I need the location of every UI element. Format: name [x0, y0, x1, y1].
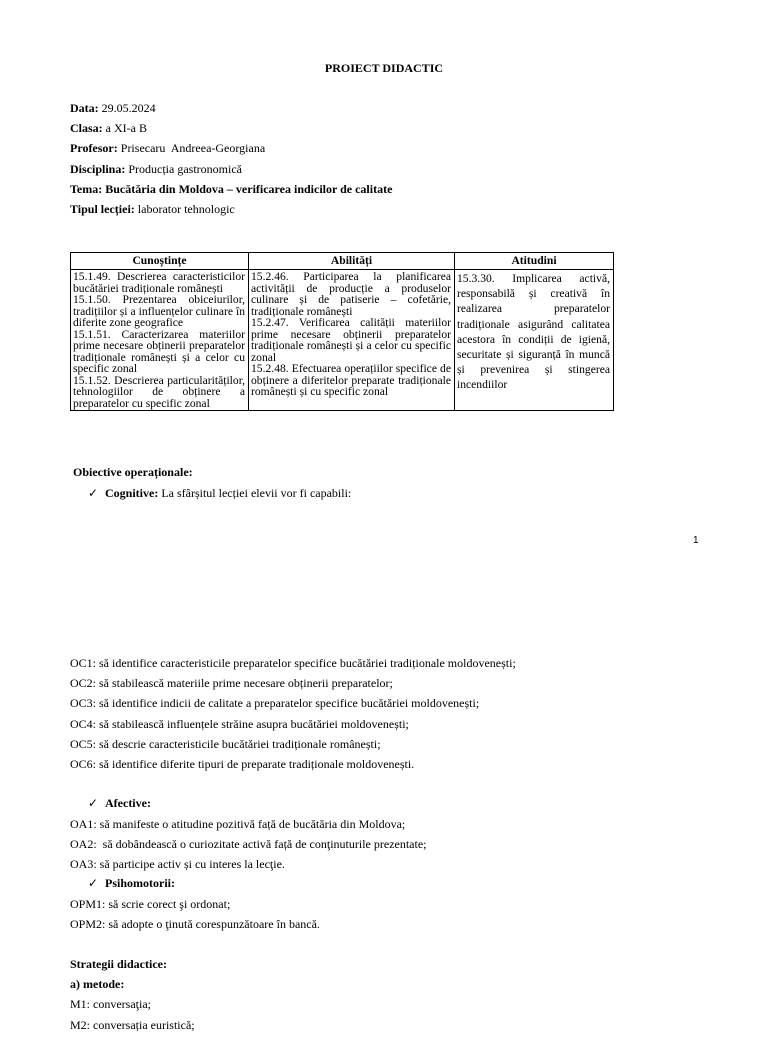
document-title: PROIECT DIDACTIC — [324, 61, 444, 75]
list-item: OC4: să stabilească influențele străine asupra bucătăriei moldovenești; — [70, 716, 409, 731]
list-item: OPM1: să scrie corect şi ordonat; — [70, 897, 231, 911]
affective-objectives-list — [70, 816, 730, 877]
psychomotor-heading — [88, 876, 175, 891]
column-header-knowledge: Cunoștințe — [71, 253, 249, 270]
list-item: OA3: să participe activ și cu interes la lecţie. — [70, 857, 285, 872]
teacher-row — [70, 140, 690, 160]
knowledge-item: 15.1.52. Descrierea particularităților, tehnologiilor de obținere a preparatelor cu specific zonal — [73, 373, 245, 410]
list-item: OC1: să identifice caracteristicile preparatelor specifice bucătăriei tradiționale moldovenești; — [70, 656, 516, 670]
psychomotor-objectives-list — [70, 896, 730, 936]
list-item: OC6: să identifice diferite tipuri de preparate tradiționale moldovenești. — [70, 756, 415, 771]
list-item: OC3: să identifice indicii de calitate a preparatelor specifice bucătăriei moldovenești; — [70, 696, 480, 711]
attitudes-cell — [455, 270, 614, 411]
date-label: Data: — [70, 101, 99, 115]
theme-row — [70, 181, 690, 201]
list-item: M2: conversația euristică; — [70, 1017, 195, 1032]
affective-label: Afective: — [105, 796, 151, 810]
knowledge-item: 15.1.49. Descrierea caracteristicilor bucătăriei tradiționale românești — [73, 270, 245, 295]
list-item: OC2: să stabilească materiile prime necesare obținerii preparatelor; — [70, 676, 393, 691]
lesson-type-label: Tipul lecției: — [70, 201, 135, 216]
date-value: 29.05.2024 — [101, 101, 156, 115]
checkmark-icon: ✓ — [88, 796, 99, 810]
table-row — [71, 270, 614, 411]
lesson-info — [70, 100, 690, 221]
skills-item: 15.2.46. Participarea la planificarea activității de producție a produselor culinare și de patiserie – cofetărie, tradiționale românești — [251, 270, 451, 318]
class-value: a XI-a B — [105, 121, 147, 136]
psychomotor-label: Psihomotorii: — [105, 876, 175, 890]
knowledge-item: 15.1.51. Caracterizarea materiilor prime necesare obținerii preparatelor tradiționale românești și a celor cu specific zonal — [73, 327, 245, 375]
strategies-section — [70, 956, 690, 1037]
theme-value: Bucătăria din Moldova – verificarea indicilor de calitate — [105, 181, 393, 196]
competence-table — [70, 252, 614, 411]
methods-label: a) metode: — [70, 977, 125, 992]
page-number: 1 — [693, 535, 699, 546]
column-header-skills: Abilități — [249, 253, 455, 270]
column-header-attitudes: Atitudini — [455, 253, 614, 270]
knowledge-item: 15.1.50. Prezentarea obiceiurilor, tradițiilor și a influențelor culinare în diferite zone geografice — [73, 293, 245, 329]
skills-cell — [249, 270, 455, 411]
lesson-type-value: laborator tehnologic — [137, 201, 235, 216]
checkmark-icon: ✓ — [88, 486, 99, 500]
cognitive-heading — [88, 486, 351, 501]
lesson-type-row — [70, 201, 690, 221]
list-item: OA1: să manifeste o atitudine pozitivă față de bucătăria din Moldova; — [70, 817, 406, 831]
list-item: M1: conversaţia; — [70, 997, 151, 1012]
teacher-label: Profesor: — [70, 141, 118, 156]
table-header-row — [71, 253, 614, 270]
strategies-heading: Strategii didactice: — [70, 957, 167, 971]
discipline-row — [70, 161, 690, 181]
discipline-label: Disciplina: — [70, 161, 126, 176]
class-label: Clasa: — [70, 121, 103, 136]
cognitive-objectives-list — [70, 655, 730, 776]
attitudes-item: 15.3.30. Implicarea activă, responsabilă și creativă în realizarea preparatelor tradiționale asigurând calitatea acestora în condiții de igienă, securitate și siguranță în muncă și prevenirea și stingerea incendiilor — [457, 272, 610, 392]
date-row — [70, 100, 690, 120]
list-item: OC5: să descrie caracteristicile bucătăriei tradiționale românești; — [70, 736, 381, 751]
checkmark-icon: ✓ — [88, 876, 99, 890]
discipline-value: Producția gastronomică — [128, 161, 242, 176]
class-row — [70, 120, 690, 140]
skills-item: 15.2.48. Efectuarea operațiilor specifice de obținere a diferitelor preparate tradiționale românești și cu specific zonal — [251, 362, 451, 398]
list-item: OPM2: să adopte o ţinută corespunzătoare în bancă. — [70, 917, 320, 932]
list-item: OA2: să dobândească o curiozitate activă față de conţinuturile prezentate; — [70, 837, 427, 852]
affective-heading — [88, 796, 151, 811]
theme-label: Tema: — [70, 181, 103, 196]
cognitive-label: Cognitive: — [105, 486, 159, 500]
knowledge-cell — [71, 270, 249, 411]
skills-item: 15.2.47. Verificarea calității materiilor prime necesare obținerii preparatelor tradiționale românești și a celor cu specific zonal — [251, 316, 451, 364]
teacher-value: Prisecaru Andreea-Georgiana — [120, 141, 266, 156]
objectives-heading: Obiective operaționale: — [73, 465, 193, 479]
cognitive-intro: La sfârșitul lecției elevii vor fi capabili: — [161, 486, 352, 500]
